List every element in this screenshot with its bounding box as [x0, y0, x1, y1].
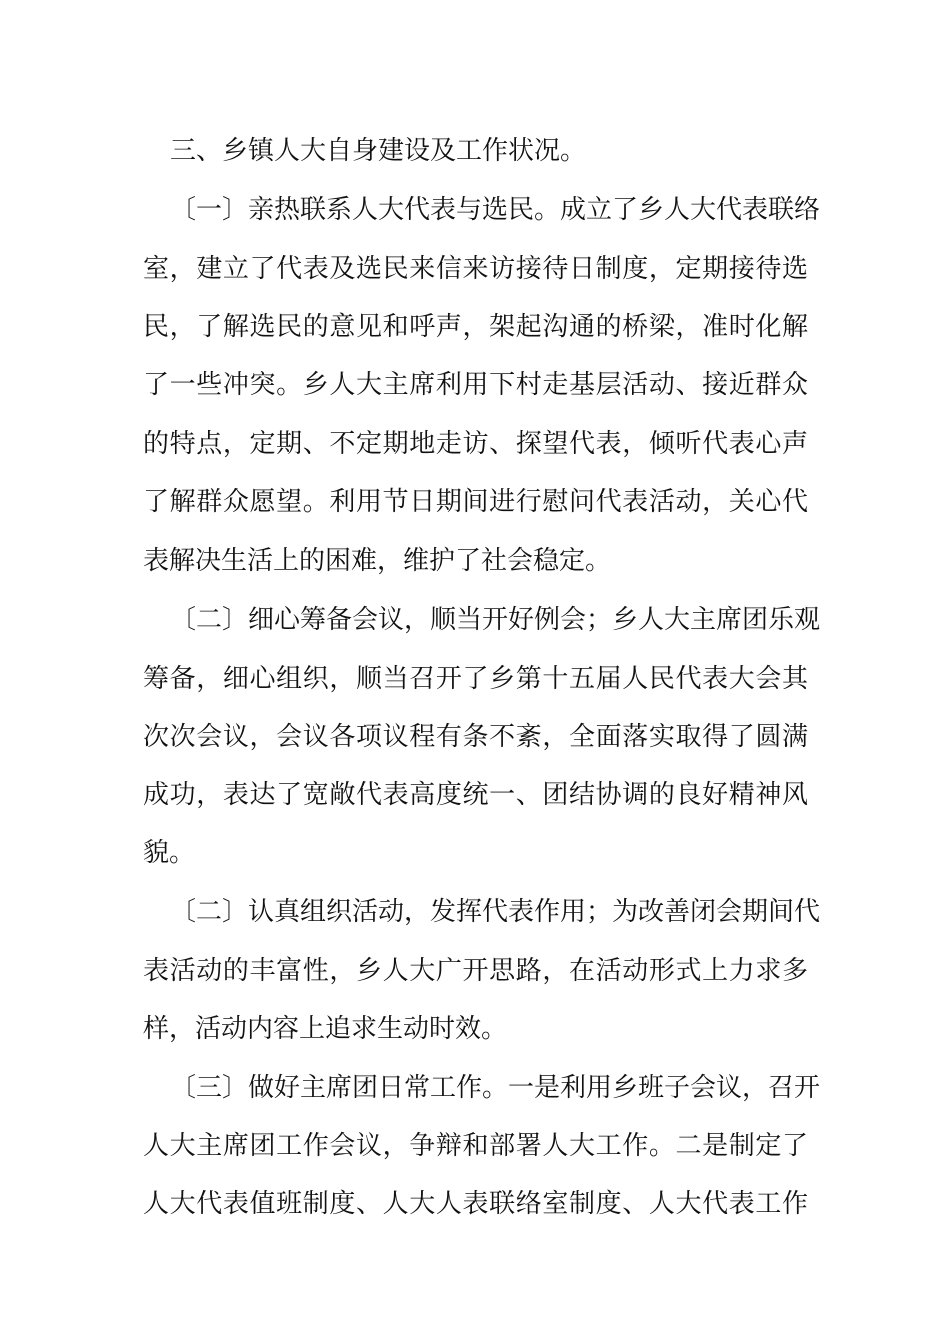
paragraph-line: 样，活动内容上追求生动时效。: [143, 1014, 508, 1044]
paragraph-line: 民，了解选民的意见和呼声，架起沟通的桥梁，准时化解: [143, 312, 808, 342]
paragraph-line: 了一些冲突。乡人大主席利用下村走基层活动、接近群众: [143, 370, 808, 400]
paragraph-line: 表活动的丰富性，乡人大广开思路，在活动形式上力求多: [143, 956, 808, 986]
paragraph-line: 室，建立了代表及选民来信来访接待日制度，定期接待选: [143, 254, 808, 284]
paragraph-line: 的特点，定期、不定期地走访、探望代表，倾听代表心声: [143, 429, 808, 459]
paragraph-line: 筹备，细心组织，顺当召开了乡第十五届人民代表大会其: [143, 664, 808, 694]
paragraph-line: 了解群众愿望。利用节日期间进行慰问代表活动，关心代: [143, 487, 808, 517]
paragraph-line: 人大主席团工作会议，争辩和部署人大工作。二是制定了: [143, 1131, 808, 1161]
paragraph-line: 人大代表值班制度、人大人表联络室制度、人大代表工作: [143, 1189, 808, 1219]
section-heading: 三、乡镇人大自身建设及工作状况。: [170, 136, 587, 166]
paragraph-line: 成功，表达了宽敞代表高度统一、团结协调的良好精神风: [143, 780, 808, 810]
paragraph-line: 〔一〕亲热联系人大代表与选民。成立了乡人大代表联络: [170, 195, 821, 225]
paragraph-line: 〔二〕认真组织活动，发挥代表作用；为改善闭会期间代: [170, 897, 821, 927]
paragraph-line: 〔三〕做好主席团日常工作。一是利用乡班子会议，召开: [170, 1073, 821, 1103]
paragraph-line: 表解决生活上的困难，维护了社会稳定。: [143, 546, 612, 576]
paragraph-line: 〔二〕细心筹备会议，顺当开好例会；乡人大主席团乐观: [170, 605, 821, 635]
paragraph-line: 貌。: [143, 838, 196, 868]
paragraph-line: 次次会议，会议各项议程有条不紊，全面落实取得了圆满: [143, 722, 808, 752]
